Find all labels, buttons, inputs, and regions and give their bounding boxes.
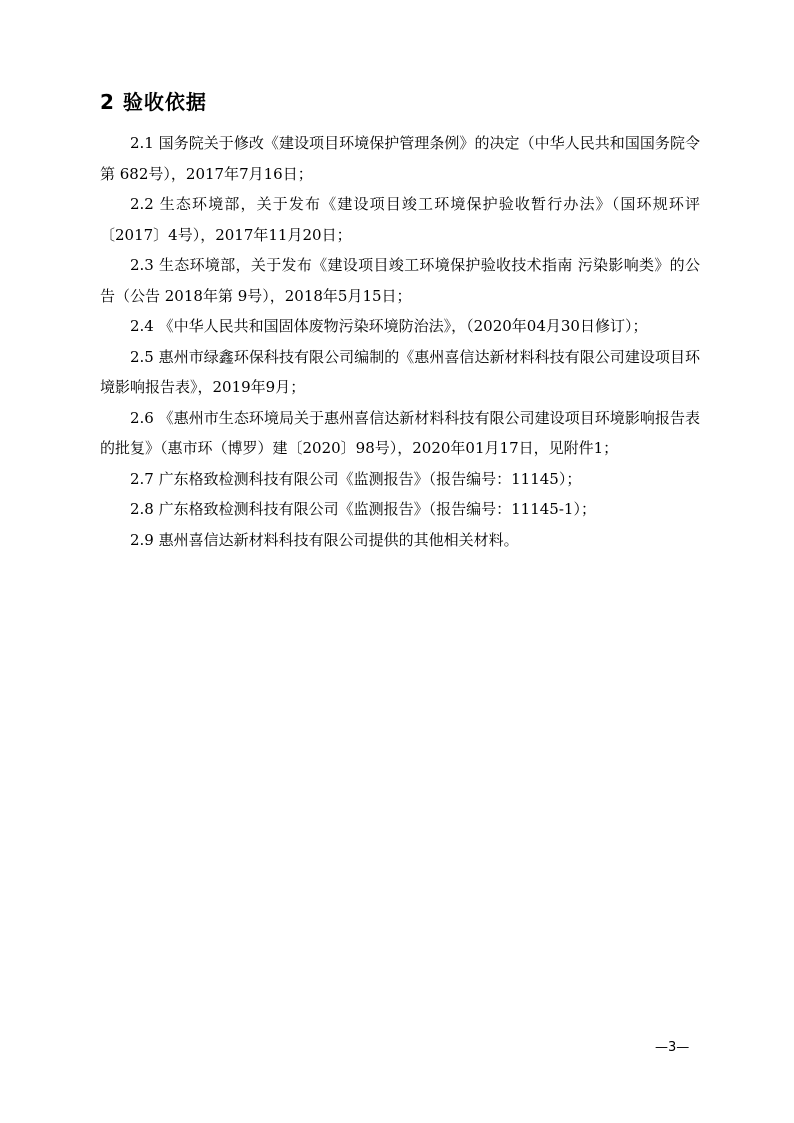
list-item: 2.1 国务院关于修改《建设项目环境保护管理条例》的决定（中华人民共和国国务院令第 682号），2017年7月16日； — [100, 134, 700, 183]
list-item: 2.9 惠州喜信达新材料科技有限公司提供的其他相关材料。 — [130, 530, 519, 549]
page-number: —3— — [655, 1040, 690, 1055]
list-item: 2.6 《惠州市生态环境局关于惠州喜信达新材料科技有限公司建设项目环境影响报告表的批复》（惠市环（博罗）建〔2020〕98号），2020年01月17日，见附件1； — [100, 408, 700, 457]
list-item: 2.8 广东格致检测科技有限公司《监测报告》（报告编号：11145-1）； — [130, 500, 596, 518]
list-item: 2.5 惠州市绿鑫环保科技有限公司编制的《惠州喜信达新材料科技有限公司建设项目环境影响报告表》，2019年9月； — [100, 347, 700, 396]
section-heading: 2 验收依据 — [100, 90, 207, 114]
reference-list — [100, 128, 700, 555]
list-item: 2.4 《中华人民共和国固体废物污染环境防治法》，（2020年04月30日修订）； — [130, 317, 648, 335]
list-item: 2.7 广东格致检测科技有限公司《监测报告》（报告编号：11145）； — [130, 469, 582, 488]
list-item: 2.2 生态环境部，关于发布《建设项目竣工环境保护验收暂行办法》（国环规环评〔2017〕4号），2017年11月20日； — [100, 195, 700, 244]
list-item: 2.3 生态环境部，关于发布《建设项目竣工环境保护验收技术指南 污染影响类》的公告（公告 2018年第 9号），2018年5月15日； — [100, 256, 700, 305]
